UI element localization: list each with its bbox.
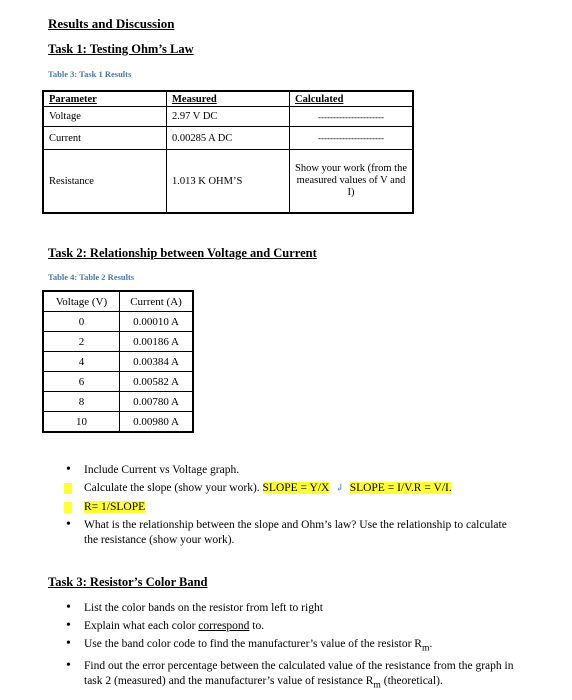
task2-bullet-list — [64, 463, 514, 551]
table-row — [43, 150, 413, 214]
list-item: • Calculate the slope (show your work). SLOPE = Y/X ↲ SLOPE = I/V.R = V/I. — [64, 481, 514, 497]
cell-measured: 0.00285 A DC — [167, 127, 290, 150]
cell-voltage: 2 — [43, 332, 120, 352]
slope-formula-2: SLOPE = I/V.R = V/I. — [349, 482, 452, 494]
list-item: • What is the relationship between the slope and Ohm’s law? Use the relationship to calculate the resistance (show your work). — [64, 518, 514, 547]
underlined-word: correspond — [198, 620, 250, 632]
cell-calculated: ---------------------- — [290, 107, 414, 127]
task2-results-table — [42, 290, 194, 433]
cell-voltage: 6 — [43, 372, 120, 392]
cell-measured: 2.97 V DC — [167, 107, 290, 127]
cell-voltage: 10 — [43, 412, 120, 433]
list-item: • Use the band color code to find the manufacturer’s value of the resistor $R_m$. — [64, 637, 514, 656]
task1-results-table — [42, 90, 414, 214]
link-icon: ↲ — [335, 483, 344, 494]
table-row — [43, 352, 193, 372]
task3-bullet-list — [64, 601, 514, 696]
table-row — [43, 107, 413, 127]
task1-title: Task 1: Testing Ohm’s Law — [48, 42, 194, 56]
table-row — [43, 332, 193, 352]
header-current: Current (A) — [120, 291, 194, 312]
cell-voltage: 8 — [43, 392, 120, 412]
table-row — [43, 372, 193, 392]
task3-title: Task 3: Resistor’s Color Band — [48, 575, 208, 589]
section-heading: Results and Discussion — [48, 16, 175, 31]
resistance-formula: R= 1/SLOPE — [84, 501, 146, 513]
cell-current: 0.00980 A — [120, 412, 194, 433]
table-row — [43, 412, 193, 433]
list-item: • Find out the error percentage between the calculated value of the resistance from the graph in task 2 (measured) and the manufacturer’s value of resistance $R_m$ (theoretical). — [64, 659, 514, 692]
header-calculated: Calculated — [295, 93, 344, 105]
cell-current: 0.00186 A — [120, 332, 194, 352]
table-row — [43, 392, 193, 412]
header-parameter: Parameter — [49, 93, 97, 105]
list-item: • Include Current vs Voltage graph. — [64, 463, 514, 478]
cell-current: 0.00010 A — [120, 312, 194, 332]
table-header-row — [43, 291, 193, 312]
list-item: • Explain what each color correspond to. — [64, 619, 514, 634]
cell-current: 0.00780 A — [120, 392, 194, 412]
cell-current: 0.00582 A — [120, 372, 194, 392]
table-header-row — [43, 91, 413, 107]
cell-param: Current — [43, 127, 167, 150]
cell-voltage: 4 — [43, 352, 120, 372]
cell-voltage: 0 — [43, 312, 120, 332]
cell-param: Voltage — [43, 107, 167, 127]
cell-calculated: Show your work (from the measured values of V and I) — [290, 150, 414, 214]
list-item: • List the color bands on the resistor from left to right — [64, 601, 514, 616]
header-voltage: Voltage (V) — [43, 291, 120, 312]
task2-title: Task 2: Relationship between Voltage and Current — [48, 246, 317, 260]
table4-caption: Table 4: Table 2 Results — [48, 272, 135, 282]
header-measured: Measured — [172, 93, 217, 105]
table3-caption: Table 3: Task 1 Results — [48, 69, 132, 79]
table-row — [43, 312, 193, 332]
cell-measured: 1.013 K OHM’S — [167, 150, 290, 214]
cell-param: Resistance — [43, 150, 167, 214]
table-row — [43, 127, 413, 150]
slope-formula-1: SLOPE = Y/X — [262, 482, 330, 494]
list-item — [64, 500, 514, 515]
cell-calculated: ---------------------- — [290, 127, 414, 150]
cell-current: 0.00384 A — [120, 352, 194, 372]
